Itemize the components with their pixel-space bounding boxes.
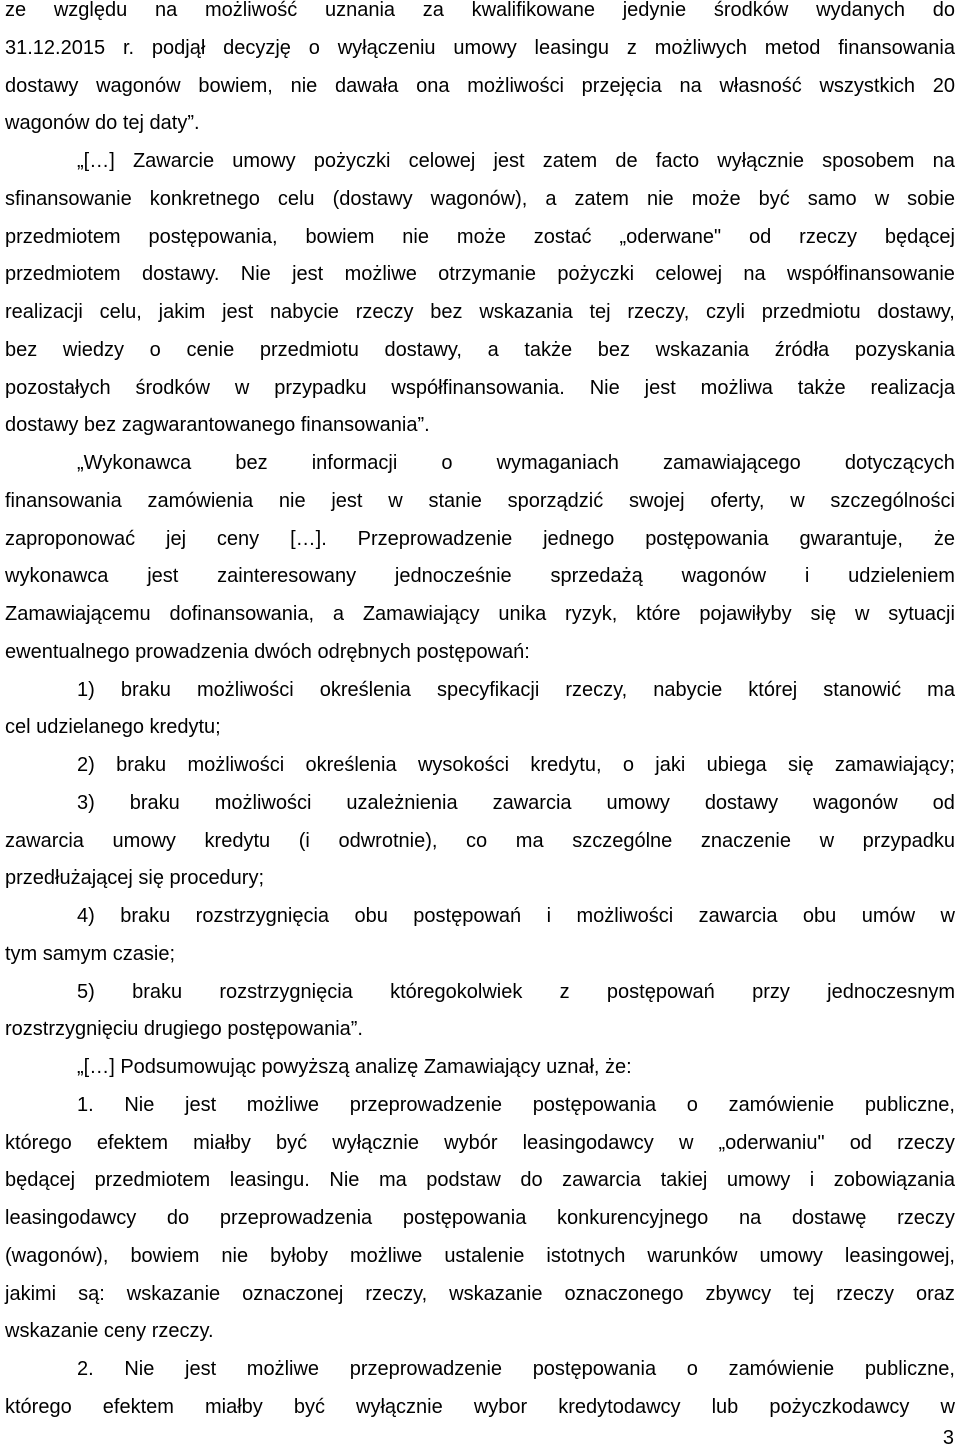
page-number: 3 (942, 1427, 954, 1449)
text-line: 5) braku rozstrzygnięcia któregokolwiek z postępowań przy jednoczesnym (77, 980, 955, 1003)
text-line: 2. Nie jest możliwe przeprowadzenie postępowania o zamówienie publiczne, (77, 1358, 955, 1380)
text-line: Zamawiającemu dofinansowania, a Zamawiający unika ryzyk, które pojawiłyby się w sytuacji (5, 603, 955, 625)
text-line: realizacji celu, jakim jest nabycie rzeczy bez wskazania tej rzeczy, czyli przedmiotu dostawy, (5, 301, 955, 323)
text-line: przedmiotem dostawy. Nie jest możliwe otrzymanie pożyczki celowej na współfinansowanie (5, 263, 955, 286)
text-line: 4) braku rozstrzygnięcia obu postępowań i możliwości zawarcia obu umów w (77, 905, 955, 927)
text-line: dostawy bez zagwarantowanego finansowania”. (5, 414, 430, 437)
text-line: przedłużającej się procedury; (5, 867, 265, 890)
text-line: wskazanie ceny rzeczy. (5, 1320, 214, 1343)
text-line: 1. Nie jest możliwe przeprowadzenie postępowania o zamówienie publiczne, (77, 1093, 955, 1116)
text-line: zawarcia umowy kredytu (i odwrotnie), co ma szczególne znaczenie w przypadku (5, 829, 955, 852)
text-line: 3) braku możliwości uzależnienia zawarcia umowy dostawy wagonów od (77, 791, 955, 814)
text-line: wykonawca jest zainteresowany jednocześnie sprzedażą wagonów i udzieleniem (5, 565, 955, 588)
text-line: „[…] Zawarcie umowy pożyczki celowej jest zatem de facto wyłącznie sposobem na (77, 150, 955, 172)
text-line: 1) braku możliwości określenia specyfikacji rzeczy, nabycie której stanowić ma (77, 678, 955, 701)
text-line: cel udzielanego kredytu; (5, 716, 221, 739)
text-line: będącej przedmiotem leasingu. Nie ma podstaw do zawarcia takiej umowy i zobowiązania (5, 1169, 955, 1192)
text-line: jakimi są: wskazanie oznaczonej rzeczy, wskazanie oznaczonego zbywcy tej rzeczy oraz (5, 1282, 955, 1305)
text-line: leasingodawcy do przeprowadzenia postępowania konkurencyjnego na dostawę rzeczy (5, 1207, 955, 1229)
text-line: rozstrzygnięciu drugiego postępowania”. (5, 1018, 363, 1041)
text-line: (wagonów), bowiem nie byłoby możliwe ustalenie istotnych warunków umowy leasingowej, (5, 1244, 955, 1267)
text-line: „Wykonawca bez informacji o wymaganiach zamawiającego dotyczących (77, 452, 955, 474)
text-line: 31.12.2015 r. podjął decyzję o wyłączeniu umowy leasingu z możliwych metod finansowania (5, 36, 955, 59)
text-line: finansowania zamówienia nie jest w stanie sporządzić swojej oferty, w szczególności (5, 489, 955, 512)
text-line: ze względu na możliwość uznania za kwalifikowane jedynie środków wydanych do (5, 0, 955, 21)
text-line: wagonów do tej daty”. (5, 112, 200, 135)
text-line: przedmiotem postępowania, bowiem nie może zostać „oderwane" od rzeczy będącej (5, 225, 955, 248)
text-line: bez wiedzy o cenie przedmiotu dostawy, a także bez wskazania źródła pozyskania (5, 338, 955, 361)
text-line: 2) braku możliwości określenia wysokości kredytu, o jaki ubiega się zamawiający; (77, 754, 955, 776)
text-line: dostawy wagonów bowiem, nie dawała ona możliwości przejęcia na własność wszystkich 20 (5, 74, 955, 97)
text-line: zaproponować jej ceny […]. Przeprowadzenie jednego postępowania gwarantuje, że (5, 527, 955, 550)
text-line: którego efektem miałby być wyłącznie wybor kredytodawcy lub pożyczkodawcy w (5, 1395, 955, 1418)
text-line: pozostałych środków w przypadku współfinansowania. Nie jest możliwa także realizacja (5, 376, 955, 399)
text-line: ewentualnego prowadzenia dwóch odrębnych postępowań: (5, 640, 530, 663)
text-line: tym samym czasie; (5, 942, 176, 965)
text-line: „[…] Podsumowując powyższą analizę Zamawiający uznał, że: (77, 1056, 632, 1078)
text-line: którego efektem miałby być wyłącznie wybór leasingodawcy w „oderwaniu" od rzeczy (5, 1131, 955, 1154)
text-line: sfinansowanie konkretnego celu (dostawy wagonów), a zatem nie może być samo w sobie (5, 187, 955, 210)
